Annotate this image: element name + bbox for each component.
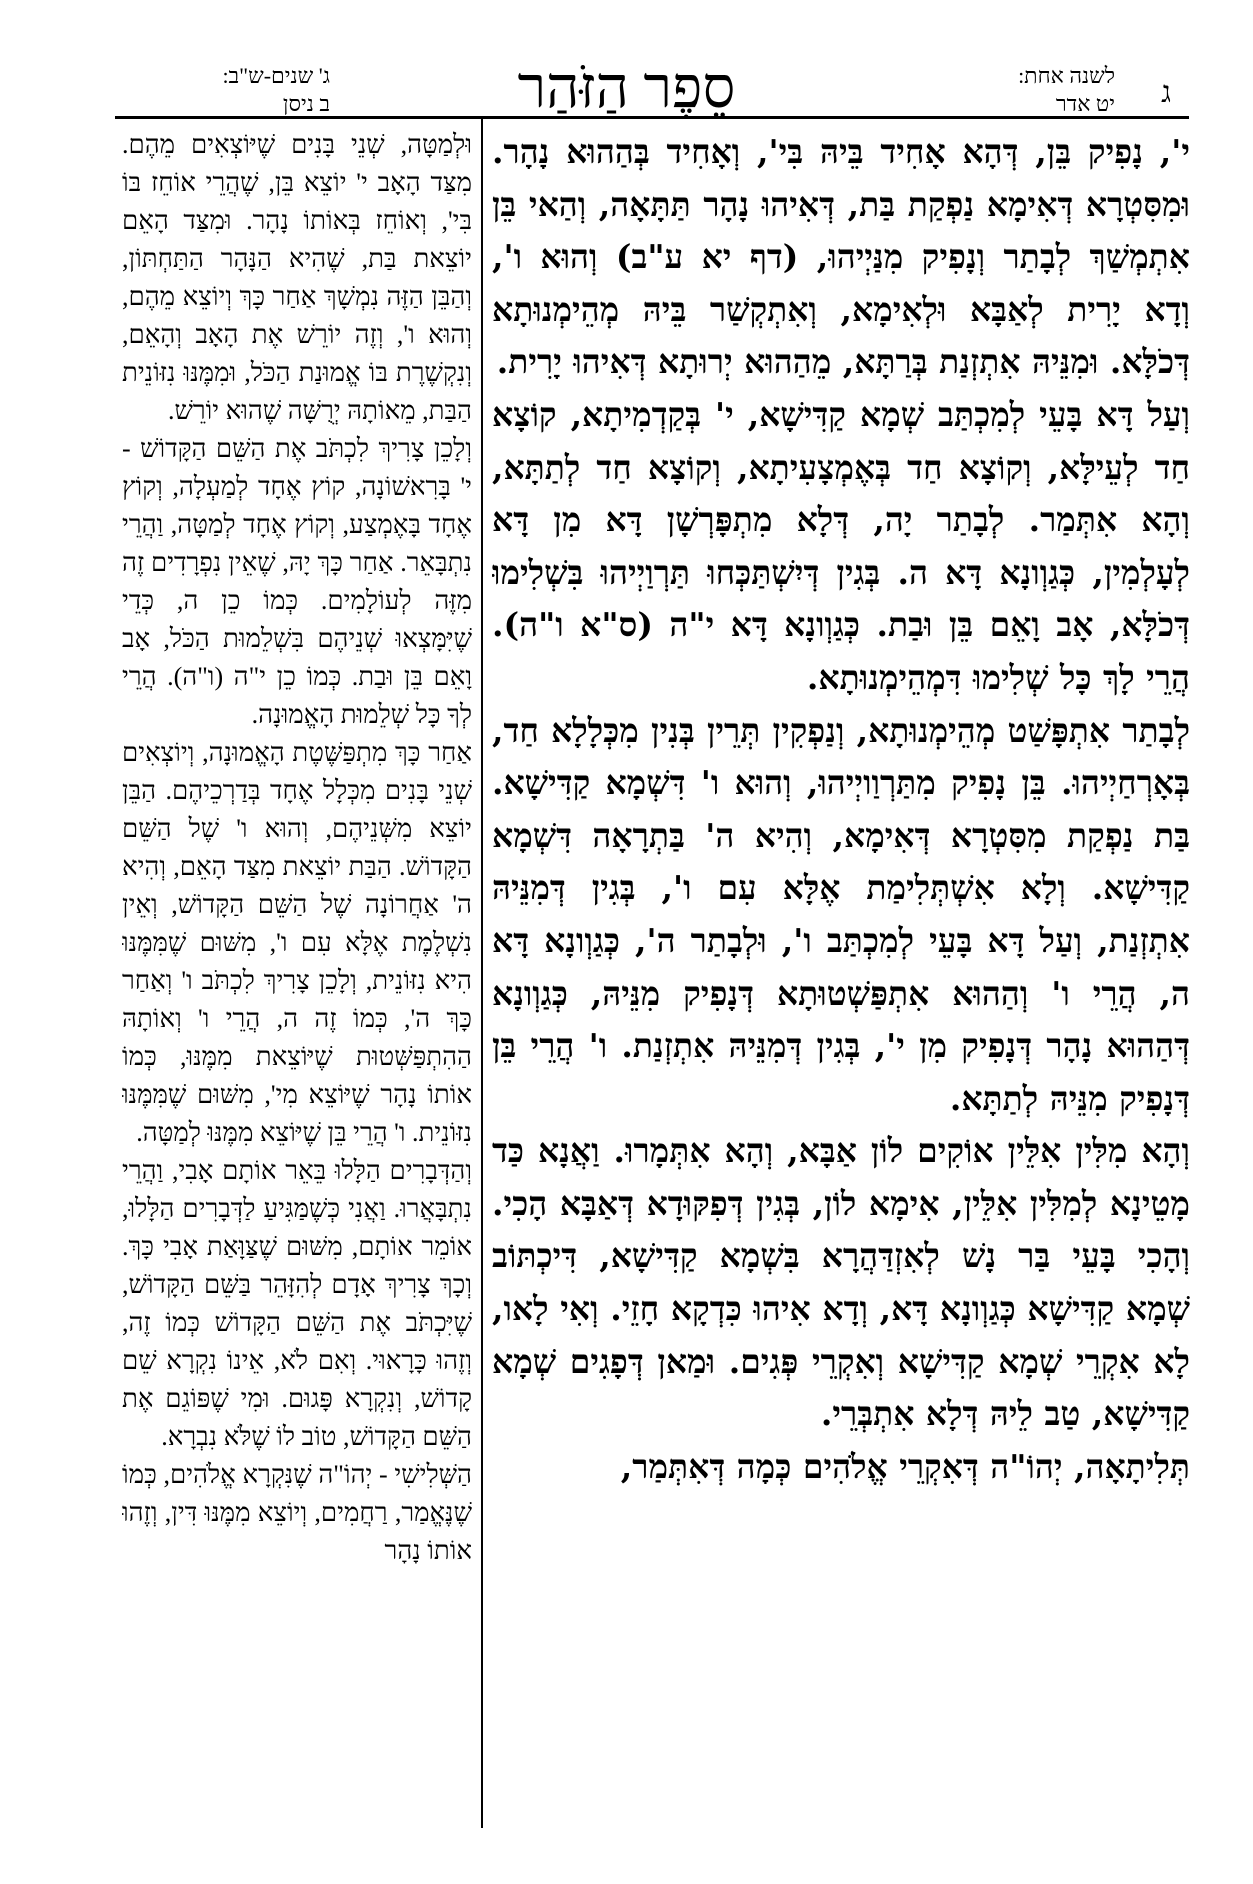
header-divider	[115, 116, 1189, 119]
header-cycle-label: לשנה אחת:	[1018, 63, 1115, 88]
translation-paragraph: אַחַר כָּךְ מִתְפַּשֶּׁטֶת הָאֱמוּנָה, וְיוֹצְאִים שְׁנֵי בָּנִים מִכְּלָל אֶחָד בְּדַרְכֵיהֶם. הַבֵּן יוֹצֵא מִשְּׁנֵיהֶם, וְהוּא ו' שֶׁל הַשֵּׁם הַקָּדוֹשׁ. הַבַּת יוֹצֵאת מִצַּד הָאֵם, וְהִיא ה' אַחֲרוֹנָה שֶׁל הַשֵּׁם הַקָּדוֹשׁ, וְאֵין נִשְׁלֶמֶת אֶלָּא עִם ו', מִשּׁוּם שֶׁמִּמֶּנּוּ הִיא נִזּוֹנֵית, וְלָכֵן צָרִיךְ לִכְתֹּב ו' וְאַחַר כָּךְ ה', כְּמוֹ זֶה ה, הֲרֵי ו' וְאוֹתָהּ הַהִתְפַּשְּׁטוּת שֶׁיּוֹצֵאת מִמֶּנּוּ, כְּמוֹ אוֹתוֹ נָהָר שֶׁיּוֹצֵא מִי', מִשּׁוּם שֶׁמִּמֶּנּוּ נִזּוֹנֵית. ו' הֲרֵי בֵּן שֶׁיּוֹצֵא מִמֶּנּוּ לְמַטָּה.	[122, 738, 472, 1147]
header-cycle-label-2: ג' שנים-ש"ב:	[222, 63, 330, 88]
main-paragraph: וְעַל דָּא בָּעֵי לְמִכְתַּב שְׁמָא קַדִּישָׁא, י' בְּקַדְמִיתָא, קוֹצָא חַד לְעֵילָּא, וְקוֹצָא חַד בְּאֶמְצָעִיתָא, וְקוֹצָא חַד לְתַתָּא, וְהָא אִתְּמַר. לְבָתַר יָה, דְּלָא מִתְפָּרְשָׁן דָּא מִן דָּא לְעָלְמִין, כְּגַוְונָא דָּא ה. בְּגִין דְּיִשְׁתַּכְּחוּ תַּרְוַיְיהוּ בִּשְׁלִימוּ דְּכֹלָּא, אָב וָאֵם בֵּן וּבַת. כְּגַוְונָא דָּא י"ה (ס"א ו"ה). הֲרֵי לָךְ כָּל שְׁלִימוּ דִּמְהֵימְנוּתָא.	[492, 394, 1190, 697]
page-number: ג	[1161, 76, 1171, 109]
main-paragraph: וְהָא מִלִּין אִלֵּין אוֹקִים לוֹן אַבָּא, וְהָא אִתְּמָרוּ. וַאֲנָא כַּד מָטֵינָא לְמִלִּין אִלֵּין, אִימָא לוֹן, בְּגִין דְּפִקּוּדָא דְּאַבָּא הָכִי. וְהָכִי בָּעֵי בַּר נָשׁ לְאִזְדַּהֲרָא בִּשְׁמָא קַדִּישָׁא, דִּיכְתּוֹב שְׁמָא קַדִּישָׁא כְּגַוְונָא דָּא, וְדָא אִיהוּ כִּדְקָא חָזֵי. וְאִי לָאו, לָא אִקְרֵי שְׁמָא קַדִּישָׁא וְאִקְרֵי פְּגִים. וּמַאן דְּפָגִים שְׁמָא קַדִּישָׁא, טַב לֵיהּ דְּלָא אִתְבְּרֵי.	[492, 1131, 1190, 1434]
translation-paragraph: וּלְמַטָּה, שְׁנֵי בָּנִים שֶׁיּוֹצְאִים מֵהֶם. מִצַּד הָאָב י' יוֹצֵא בֵּן, שֶׁהֲרֵי אוֹחֵז בּוֹ בִּי', וְאוֹחֵז בְּאוֹתוֹ נָהָר. וּמִצַּד הָאֵם יוֹצֵאת בַּת, שֶׁהִיא הַנָּהָר הַתַּחְתּוֹן, וְהַבֵּן הַזֶּה נִמְשָׁךְ אַחַר כָּךְ וְיוֹצֵא מֵהֶם, וְהוּא ו', וְזֶה יוֹרֵשׁ אֶת הָאָב וְהָאֵם, וְנִקְשֶׁרֶת בּוֹ אֱמוּנַת הַכֹּל, וּמִמֶּנּוּ נִזּוֹנֵית הַבַּת, מֵאוֹתָהּ יְרֻשָּׁה שֶׁהוּא יוֹרֵשׁ.	[122, 130, 472, 425]
translation-paragraph: וְהַדְּבָרִים הַלָּלוּ בֵּאֵר אוֹתָם אָבִי, וַהֲרֵי נִתְבָּאֲרוּ. וַאֲנִי כְּשֶׁמַּגִּיעַ לַדְּבָרִים הַלָּלוּ, אוֹמֵר אוֹתָם, מִשּׁוּם שֶׁצַּוָּאַת אָבִי כָּךְ. וְכָךְ צָרִיךְ אָדָם לְהִזָּהֵר בַּשֵּׁם הַקָּדוֹשׁ, שֶׁיִּכְתֹּב אֶת הַשֵּׁם הַקָּדוֹשׁ כְּמוֹ זֶה, וְזֶהוּ כָּרָאוּי. וְאִם לֹא, אֵינוֹ נִקְרָא שֵׁם קָדוֹשׁ, וְנִקְרָא פָּגוּם. וּמִי שֶׁפּוֹגֵם אֶת הַשֵּׁם הַקָּדוֹשׁ, טוֹב לוֹ שֶׁלֹּא נִבְרָא.	[122, 1156, 472, 1451]
header-date-label-2: ב ניסן	[282, 91, 330, 116]
main-aramaic-column	[492, 126, 1190, 1826]
header-left-info	[120, 62, 330, 118]
main-paragraph: לְבָתַר אִתְפָּשַׁט מְהֵימְנוּתָא, וְנַפְקִין תְּרֵין בְּנִין מִכְּלָלָא חַד, בְּאָרְחַיְיהוּ. בֵּן נָפִיק מִתַּרְוַויְיהוּ, וְהוּא ו' דִּשְׁמָא קַדִּישָׁא. בַּת נַפְקַת מִסִּטְרָא דְּאִימָא, וְהִיא ה' בַּתְרָאָה דִּשְׁמָא קַדִּישָׁא. וְלָא אִשְׁתְּלִימַת אֶלָּא עִם ו', בְּגִין דְּמִנֵּיהּ אִתְזְנַת, וְעַל דָּא בָּעֵי לְמִכְתַּב ו', וּלְבָתַר ה', כְּגַוְונָא דָּא ה, הֲרֵי ו' וְהַהוּא אִתְפַּשְׁטוּתָא דְּנָפִיק מִנֵּיהּ, כְּגַוְונָא דְּהַהוּא נָהָר דְּנָפִיק מִן י', בְּגִין דְּמִנֵּיהּ אִתְזְנַת. ו' הֲרֵי בֵּן דְּנָפִיק מִנֵּיהּ לְתַתָּא.	[492, 710, 1190, 1118]
translation-column	[122, 126, 472, 1826]
main-paragraph: י', נָפִיק בֵּן, דְּהָא אָחִיד בֵּיהּ בִּי', וְאָחִיד בְּהַהוּא נָהָר. וּמִסִּטְרָא דְּאִימָא נַפְקַת בַּת, דְּאִיהוּ נָהָר תַּתָּאָה, וְהַאי בֵּן אִתְמְשַׁךְ לְבָתַר וְנָפִיק מִנַּיְיהוּ, (דף יא ע"ב) וְהוּא ו', וְדָא יָרִית לְאַבָּא וּלְאִימָא, וְאִתְקְשַׁר בֵּיהּ מְהֵימְנוּתָא דְּכֹלָּא. וּמִנֵּיהּ אִתְזְנַת בְּרַתָּא, מֵהַהוּא יְרוּתָא דְּאִיהוּ יָרִית.	[492, 132, 1190, 382]
header-date-label: יט אדר	[1055, 91, 1115, 116]
main-paragraph: תְּלִיתָאָה, יְהוֹ"ה דְּאִקְרֵי אֱלֹהִים כְּמָה דְּאִתְּמַר,	[620, 1446, 1190, 1486]
column-divider	[481, 118, 483, 1828]
page-title: סֵפֶר הַזֹּהַר	[517, 55, 736, 120]
translation-paragraph: הַשְּׁלִישִׁי - יְהוֹ"ה שֶׁנִּקְרָא אֱלֹהִים, כְּמוֹ שֶׁנֶּאֱמַר, רַחֲמִים, וְיוֹצֵא מִמֶּנּוּ דִּין, וְזֶהוּ אוֹתוֹ נָהָר	[122, 1460, 472, 1565]
translation-paragraph: וְלָכֵן צָרִיךְ לִכְתֹּב אֶת הַשֵּׁם הַקָּדוֹשׁ - י' בָּרִאשׁוֹנָה, קוֹץ אֶחָד לְמַעְלָה, וְקוֹץ אֶחָד בָּאֶמְצַע, וְקוֹץ אֶחָד לְמַטָּה, וַהֲרֵי נִתְבָּאֵר. אַחַר כָּךְ יָהּ, שֶׁאֵין נִפְרָדִים זֶה מִזֶּה לְעוֹלָמִים. כְּמוֹ כֵן ה, כְּדֵי שֶׁיִּמָּצְאוּ שְׁנֵיהֶם בִּשְׁלֵמוּת הַכֹּל, אָב וָאֵם בֵּן וּבַת. כְּמוֹ כֵן י"ה (ו"ה). הֲרֵי לְךָ כָּל שְׁלֵמוּת הָאֱמוּנָה.	[122, 434, 472, 729]
